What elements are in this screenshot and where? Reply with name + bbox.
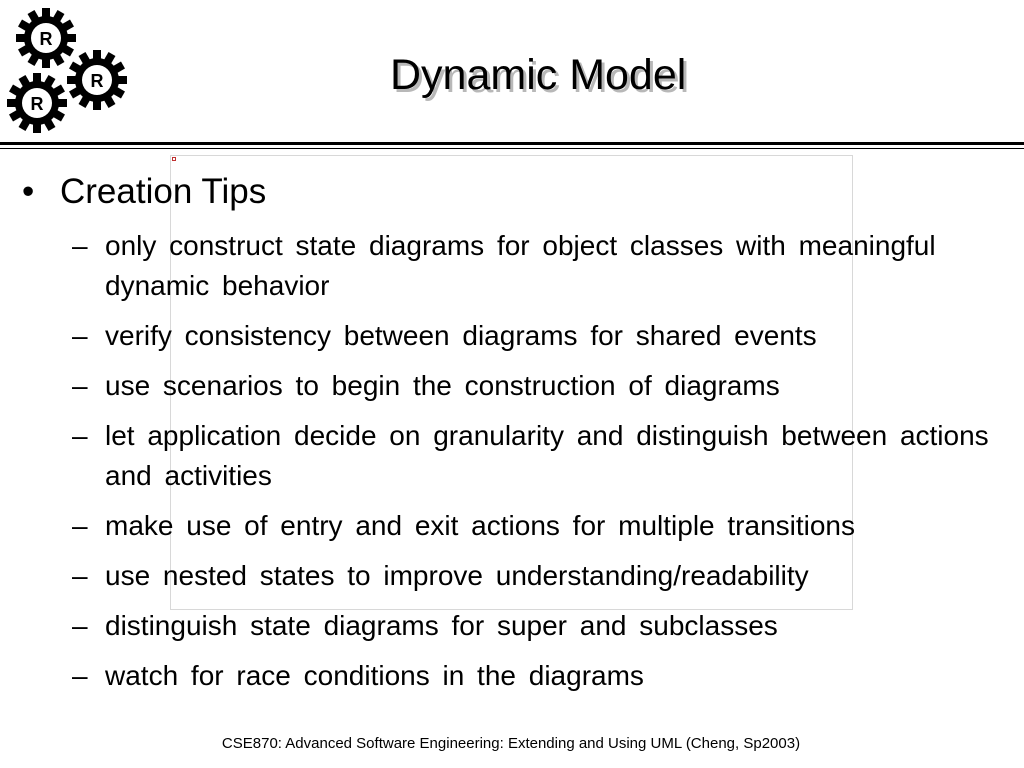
dash-marker: – (72, 610, 88, 641)
footer-text: CSE870: Advanced Software Engineering: Extending and Using UML (Cheng, Sp2003) (221, 735, 801, 752)
gears-logo-icon (0, 0, 140, 140)
sub-bullet (72, 656, 1012, 696)
dash-marker: – (72, 230, 88, 261)
sub-bullet-list (72, 226, 1012, 706)
sub-bullet-text: only construct state diagrams for object classes with meaningful dynamic behavior (105, 230, 936, 301)
title-rule-thick (0, 142, 1024, 145)
sub-bullet-text: distinguish state diagrams for super and subclasses (105, 610, 778, 641)
dash-marker: – (72, 320, 88, 351)
dash-marker: – (72, 560, 88, 591)
sub-bullet (72, 506, 1012, 546)
sub-bullet-text: make use of entry and exit actions for multiple transitions (105, 510, 856, 541)
dash-marker: – (72, 510, 88, 541)
sub-bullet-text: use nested states to improve understanding/readability (105, 560, 809, 591)
dash-marker: – (72, 370, 88, 401)
slide-footer (0, 735, 1024, 753)
sub-bullet-text: watch for race conditions in the diagrams (105, 660, 644, 691)
sub-bullet (72, 606, 1012, 646)
sub-bullet (72, 226, 1012, 306)
sub-bullet-text: let application decide on granularity and distinguish between actions and activities (105, 420, 989, 491)
sub-bullet-text: verify consistency between diagrams for shared events (105, 320, 817, 351)
sub-bullet (72, 366, 1012, 406)
bullet-marker: • (22, 172, 35, 211)
dash-marker: – (72, 420, 88, 451)
sub-bullet (72, 556, 1012, 596)
main-bullet (22, 172, 266, 212)
embedded-object-marker (172, 157, 176, 161)
title-rule-thin (0, 148, 1024, 149)
logo-letter: R (90, 71, 104, 91)
logo-letter: R (39, 29, 53, 49)
sub-bullet (72, 316, 1012, 356)
logo-letter: R (30, 94, 44, 114)
slide-title: Dynamic Model (390, 51, 687, 99)
main-bullet-text: Creation Tips (60, 172, 267, 211)
dash-marker: – (72, 660, 88, 691)
sub-bullet (72, 416, 1012, 496)
sub-bullet-text: use scenarios to begin the construction of diagrams (105, 370, 780, 401)
